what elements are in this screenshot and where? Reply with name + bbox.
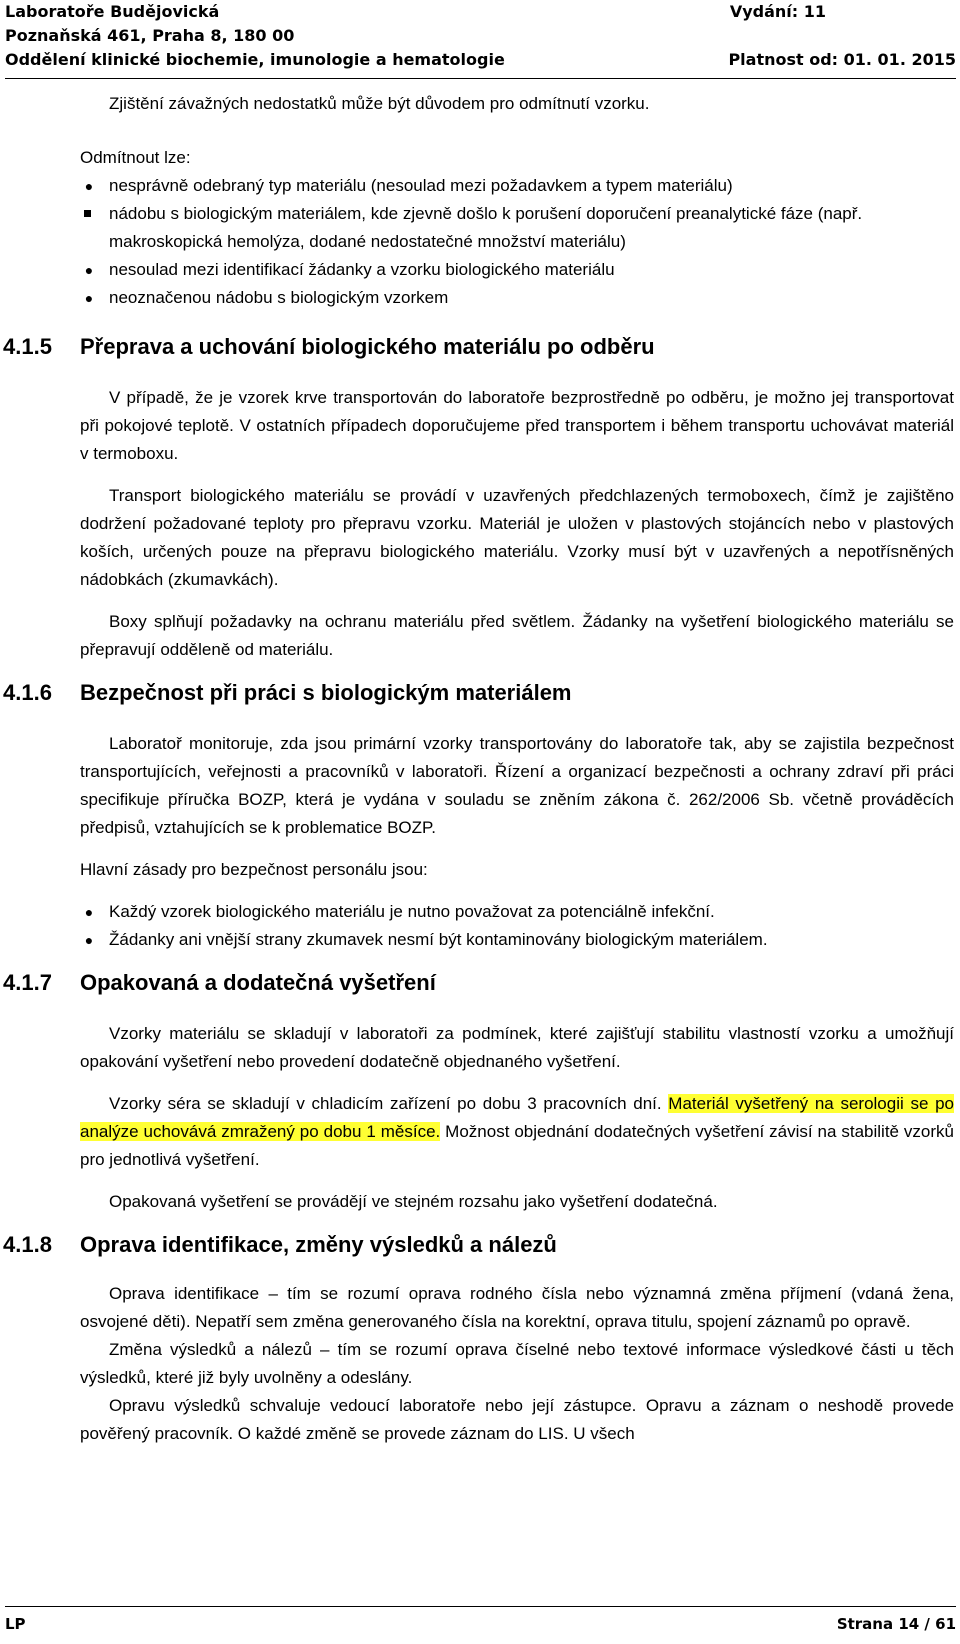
header-divider [5,78,956,79]
reject-label: Odmítnout lze: [80,148,191,167]
header-org: Laboratoře Budějovická [5,2,220,21]
list-item: ● Žádanky ani vnější strany zkumavek nesmí být kontaminovány biologickým materiálem. [80,926,954,954]
list-item: nádobu s biologickým materiálem, kde zjevně došlo k porušení doporučení preanalytické fáze (např. makroskopická hemolýza, dodané nedostatečné množství materiálu) [80,200,954,256]
section-heading-4-1-7: 4.1.7 Opakovaná a dodatečná vyšetření [3,970,436,995]
reject-list [80,172,954,312]
bullet-icon: ● [84,178,94,194]
header-line-1 [5,0,956,24]
section-heading-4-1-8: 4.1.8 Oprava identifikace, změny výsledků a nálezů [3,1232,557,1257]
footer-divider [5,1606,956,1607]
page-footer [5,1612,956,1636]
header-department: Oddělení klinické biochemie, imunologie a hematologie [5,50,505,69]
paragraph: Transport biologického materiálu se provádí v uzavřených předchlazených termoboxech, čímž je zajištěno dodržení požadované teploty pro přepravu vzorku. Materiál je uložen v plastových stojáncích nebo v plastových koších, určených pouze na přepravu biologického materiálu. Vzorky musí být v uzavřených a nepotřísněných nádobkách (zkumavkách). [80,486,954,589]
bullet-icon: ● [84,262,94,278]
list-item: ● nesprávně odebraný typ materiálu (nesoulad mezi požadavkem a typem materiálu) [80,172,954,200]
bullet-icon: ● [84,932,94,948]
header-edition: Vydání: 11 [729,2,826,21]
paragraph: V případě, že je vzorek krve transportován do laboratoře bezprostředně po odběru, je možno jej transportovat při pokojové teplotě. V ostatních případech doporučujeme před transportem i během transportu uchovávat materiál v termoboxu. [80,388,954,463]
safety-list [80,898,954,954]
paragraph: Změna výsledků a nálezů – tím se rozumí oprava číselné nebo textové informace výsledkové části u těch výsledků, které již byly uvolněny a odeslány. [80,1340,954,1387]
bullet-icon: ● [84,904,94,920]
paragraph: Hlavní zásady pro bezpečnost personálu jsou: [80,860,428,879]
section-heading-4-1-6: 4.1.6 Bezpečnost při práci s biologickým materiálem [3,680,572,705]
header-line-3 [5,48,956,72]
paragraph: Vzorky séra se skladují v chladicím zařízení po dobu 3 pracovních dní. Materiál vyšetřený na serologii se po analýze uchovává zmražený po dobu 1 měsíce. Možnost objednání dodatečných vyšetření závisí na stabilitě vzorků pro jednotlivá vyšetření. [80,1094,954,1169]
section-heading-4-1-5: 4.1.5 Přeprava a uchování biologického materiálu po odběru [3,334,655,359]
square-bullet-icon [84,210,91,217]
list-item: ● nesoulad mezi identifikací žádanky a vzorku biologického materiálu [80,256,954,284]
header-address: Poznaňská 461, Praha 8, 180 00 [5,26,295,45]
paragraph: Opravu výsledků schvaluje vedoucí laboratoře nebo její zástupce. Opravu a záznam o neshodě provede pověřený pracovník. O každé změně se provede záznam do LIS. U všech [80,1396,954,1443]
list-item: ● neoznačenou nádobu s biologickým vzorkem [80,284,954,312]
paragraph: Vzorky materiálu se skladují v laboratoři za podmínek, které zajišťují stabilitu vlastností vzorku a umožňují opakování vyšetření nebo provedení dodatečně objednaného vyšetření. [80,1024,954,1071]
rejection-note: Zjištění závažných nedostatků může být důvodem pro odmítnutí vzorku. [109,94,650,113]
footer-doc-code: LP [5,1615,26,1633]
paragraph: Boxy splňují požadavky na ochranu materiálu před světlem. Žádanky na vyšetření biologického materiálu se přepravují odděleně od materiálu. [80,612,954,659]
bullet-icon: ● [84,290,94,306]
list-item: ● Každý vzorek biologického materiálu je nutno považovat za potenciálně infekční. [80,898,954,926]
paragraph: Laboratoř monitoruje, zda jsou primární vzorky transportovány do laboratoře tak, aby se zajistila bezpečnost transportujících, veřejnosti a pracovníků v laboratoři. Řízení a organizací bezpečnosti a ochrany zdraví při práci specifikuje příručka BOZP, která je vydána v souladu se zněním zákona č. 262/2006 Sb. včetně prováděcích předpisů, vztahujících se k problematice BOZP. [80,734,954,837]
page-number: Strana 14 / 61 [836,1615,956,1633]
header-validity: Platnost od: 01. 01. 2015 [728,50,956,69]
document-body [3,90,954,1448]
header-line-2 [5,24,956,48]
highlighted-text: Materiál vyšetřený na serologii se po analýze uchovává zmražený po dobu 1 měsíce. [80,1094,954,1141]
paragraph: Oprava identifikace – tím se rozumí oprava rodného čísla nebo významná změna příjmení (vdaná žena, osvojené děti). Nepatří sem změna generovaného čísla na korektní, oprava titulu, spojení záznamů po opravě. [80,1284,954,1331]
paragraph: Opakovaná vyšetření se provádějí ve stejném rozsahu jako vyšetření dodatečná. [109,1192,718,1211]
